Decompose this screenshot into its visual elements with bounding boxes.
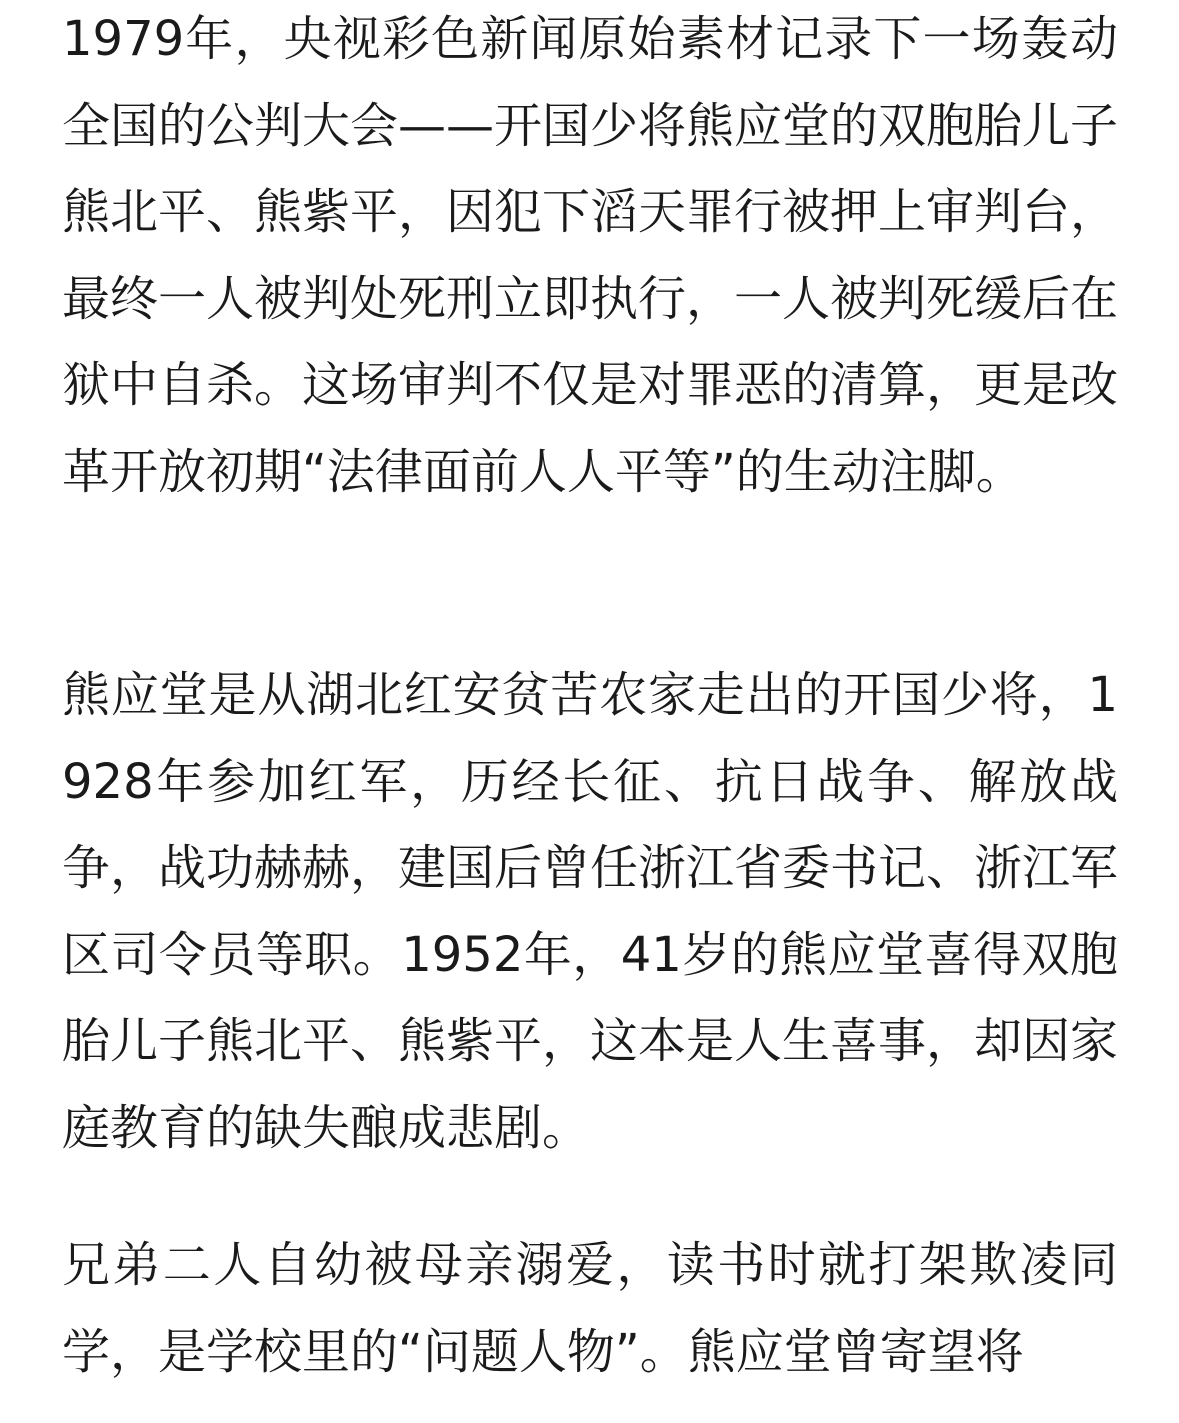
- article-paragraph-3: 兄弟二人自幼被母亲溺爱，读书时就打架欺凌同学，是学校里的“问题人物”。熊应堂曾寄望将: [62, 1237, 1118, 1380]
- article-paragraph-2: 熊应堂是从湖北红安贫苦农家走出的开国少将，1928年参加红军，历经长征、抗日战争、解放战争，战功赫赫，建国后曾任浙江省委书记、浙江军区司令员等职。1952年，41岁的熊应堂喜得双胞胎儿子熊北平、熊紫平，这本是人生喜事，却因家庭教育的缺失酿成悲剧。: [62, 667, 1119, 1156]
- article-paragraph-1: 1979年，央视彩色新闻原始素材记录下一场轰动全国的公判大会——开国少将熊应堂的双胞胎儿子熊北平、熊紫平，因犯下滔天罪行被押上审判台，最终一人被判处死刑立即执行，一人被判死缓后在狱中自杀。这场审判不仅是对罪恶的清算，更是改革开放初期“法律面前人人平等”的生动注脚。: [62, 11, 1119, 500]
